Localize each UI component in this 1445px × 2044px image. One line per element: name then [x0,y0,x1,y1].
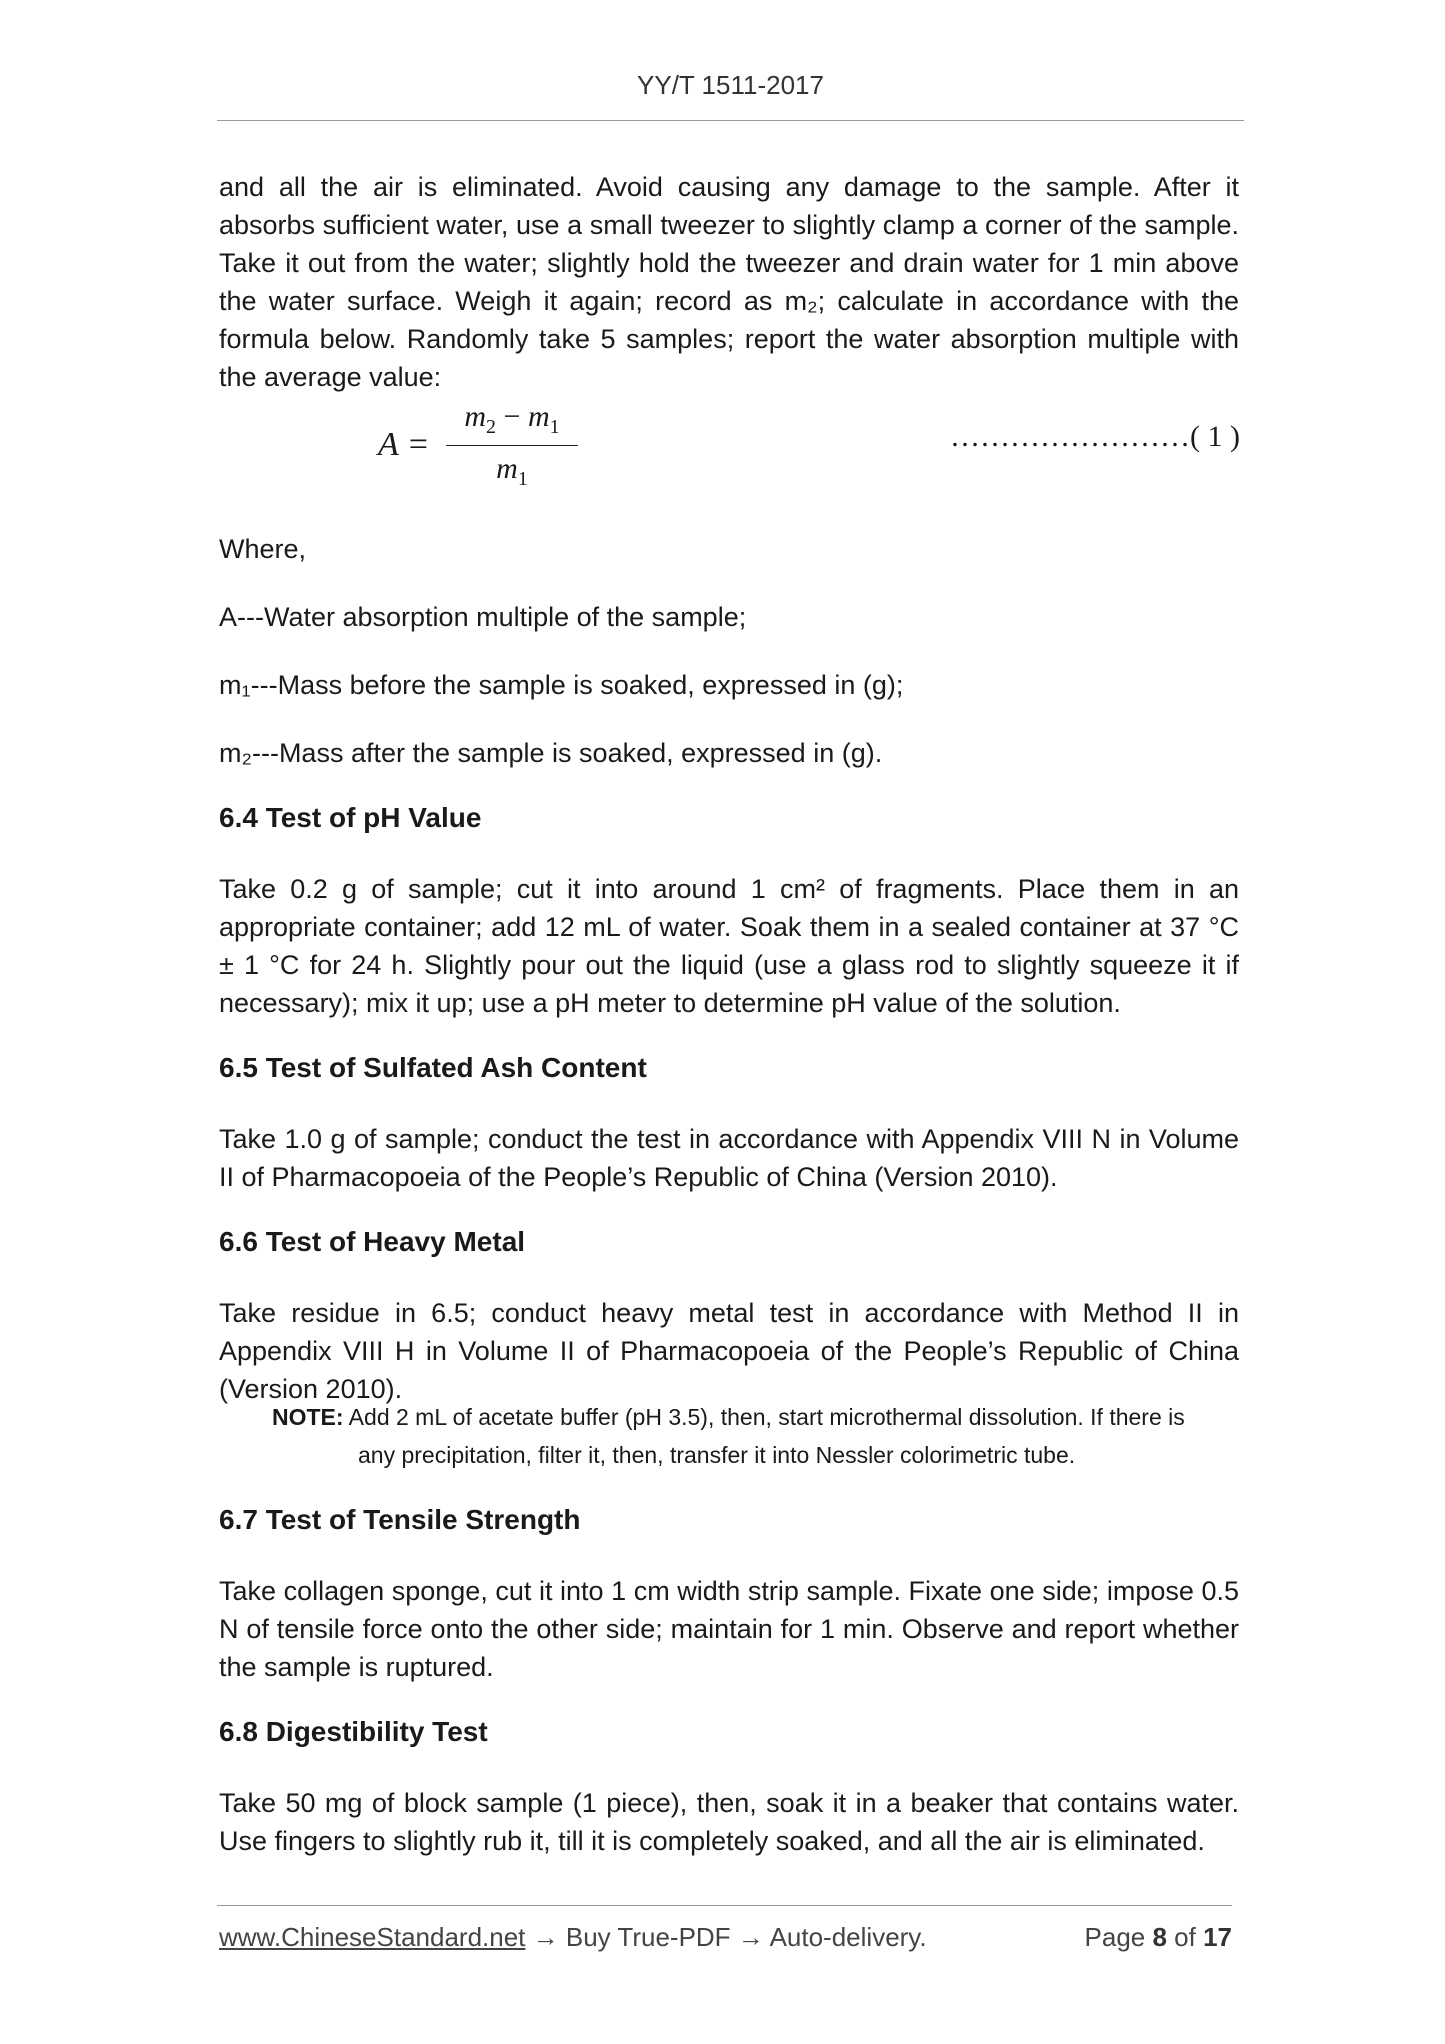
definition-m1: m₁---Mass before the sample is soaked, expressed in (g); [219,670,904,700]
definition-a: A---Water absorption multiple of the sample; [219,602,747,632]
where-label: Where, [219,534,307,564]
section-heading-6-8: 6.8 Digestibility Test [219,1716,488,1747]
intro-paragraph: and all the air is eliminated. Avoid causing any damage to the sample. After it absorbs sufficient water, use a small tweezer to slightly clamp a corner of the sample. Take it out from the water; slightly hold the tweezer and drain water for 1 min above the water surface. Weigh it again; record as m₂; calculate in accordance with the formula below. Randomly take 5 samples; report the water absorption multiple with the average value: [219,172,1239,392]
section-heading-6-4: 6.4 Test of pH Value [219,802,482,833]
section-text-6-4: Take 0.2 g of sample; cut it into around 1 cm² of fragments. Place them in an appropriate container; add 12 mL of water. Soak them in a sealed container at 37 °C ± 1 °C for 24 h. Slightly pour out the liquid (use a glass rod to slightly squeeze it if necessary); mix it up; use a pH meter to determine pH value of the solution. [219,874,1239,1018]
note-line-2: any precipitation, filter it, then, transfer it into Nessler colorimetric tube. [358,1442,1076,1468]
section-text-6-5: Take 1.0 g of sample; conduct the test in accordance with Appendix VIII N in Volume II of Pharmacopoeia of the People’s Republic of China (Version 2010). [219,1124,1239,1192]
page-footer [219,1922,1232,1953]
website-link[interactable]: www.ChineseStandard.net [219,1922,526,1952]
note-label: NOTE: [272,1404,344,1430]
current-page: 8 [1152,1922,1167,1952]
document-id: YY/T 1511-2017 [637,70,824,100]
definition-m2: m₂---Mass after the sample is soaked, expressed in (g). [219,738,883,768]
formula-lhs: A = [378,426,430,463]
footer-tagline: → Buy True-PDF → Auto-delivery. [525,1922,927,1952]
equation-number: ……………………( 1 ) [950,420,1240,453]
section-heading-6-7: 6.7 Test of Tensile Strength [219,1504,581,1535]
formula-numerator: $m_2 - m_1$ [464,400,560,438]
section-text-6-8: Take 50 mg of block sample (1 piece), then, soak it in a beaker that contains water. Use fingers to slightly rub it, till it is completely soaked, and all the air is eliminated. [219,1788,1239,1856]
section-heading-6-6: 6.6 Test of Heavy Metal [219,1226,526,1257]
footer-divider [217,1905,1232,1906]
fraction-bar [446,445,578,446]
page-indicator: Page 8 of 17 [1084,1922,1232,1952]
note-line-1: Add 2 mL of acetate buffer (pH 3.5), then, start microthermal dissolution. If there is [343,1404,1185,1430]
section-text-6-7: Take collagen sponge, cut it into 1 cm width strip sample. Fixate one side; impose 0.5 N of tensile force onto the other side; maintain for 1 min. Observe and report whether the sample is ruptured. [219,1576,1239,1682]
formula-fraction [446,400,578,491]
formula-denominator: $m_1$ [496,452,528,490]
page-header [217,70,1244,101]
header-divider [217,120,1244,121]
section-heading-6-5: 6.5 Test of Sulfated Ash Content [219,1052,647,1083]
section-text-6-6: Take residue in 6.5; conduct heavy metal test in accordance with Method II in Appendix VIII H in Volume II of Pharmacopoeia of the People’s Republic of China (Version 2010). [219,1298,1239,1404]
total-pages: 17 [1203,1922,1232,1952]
note-block [272,1398,1238,1474]
